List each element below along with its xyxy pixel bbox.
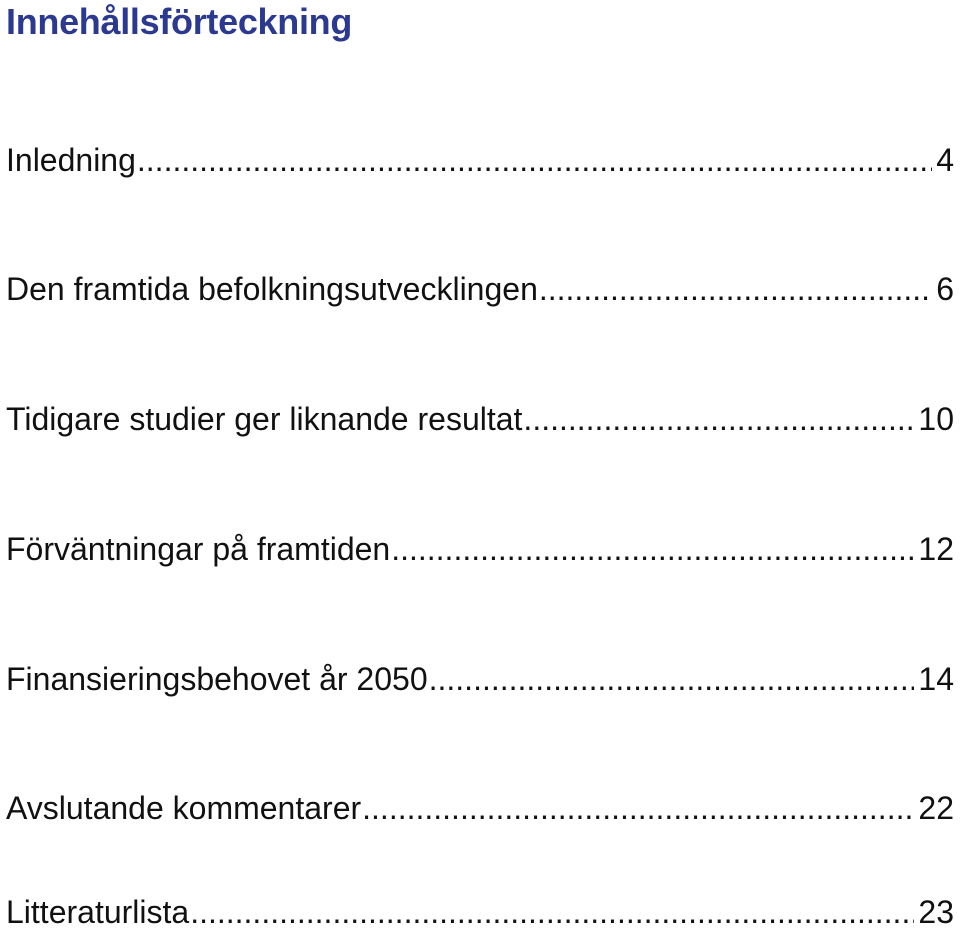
page-title: Innehållsförteckning [6,1,353,42]
toc-entry-label: Den framtida befolkningsutvecklingen [6,271,538,307]
toc-entry-page-number: 14 [918,661,954,697]
dot-leader [391,527,914,571]
toc-entry-page-number: 12 [918,531,954,567]
dot-leader [429,657,915,701]
toc-entry-label: Tidigare studier ger liknande resultat [6,401,523,437]
toc-entry-label: Inledning [6,142,136,178]
toc-entry-befolkningsutvecklingen[interactable] [6,267,954,311]
dot-leader [523,397,914,441]
toc-entry-label: Förväntningar på framtiden [6,531,391,567]
dot-leader [190,890,914,934]
dot-leader [539,267,932,311]
dot-leader [362,786,914,830]
toc-entry-tidigare-studier[interactable] [6,397,954,441]
toc-entry-label: Finansieringsbehovet år 2050 [6,661,428,697]
toc-entry-page-number: 6 [936,271,954,307]
toc-entry-page-number: 22 [918,790,954,826]
toc-entry-finansieringsbehovet[interactable] [6,657,954,701]
dot-leader [137,138,932,182]
toc-entry-litteraturlista[interactable] [6,890,954,934]
toc-entry-page-number: 4 [936,142,954,178]
toc-entry-label: Litteraturlista [6,894,190,930]
toc-entry-avslutande-kommentarer[interactable] [6,786,954,830]
toc-entry-label: Avslutande kommentarer [6,790,362,826]
toc-entry-inledning[interactable] [6,138,954,182]
toc-entry-page-number: 23 [918,894,954,930]
toc-entry-forvantningar[interactable] [6,527,954,571]
toc-entry-page-number: 10 [918,401,954,437]
